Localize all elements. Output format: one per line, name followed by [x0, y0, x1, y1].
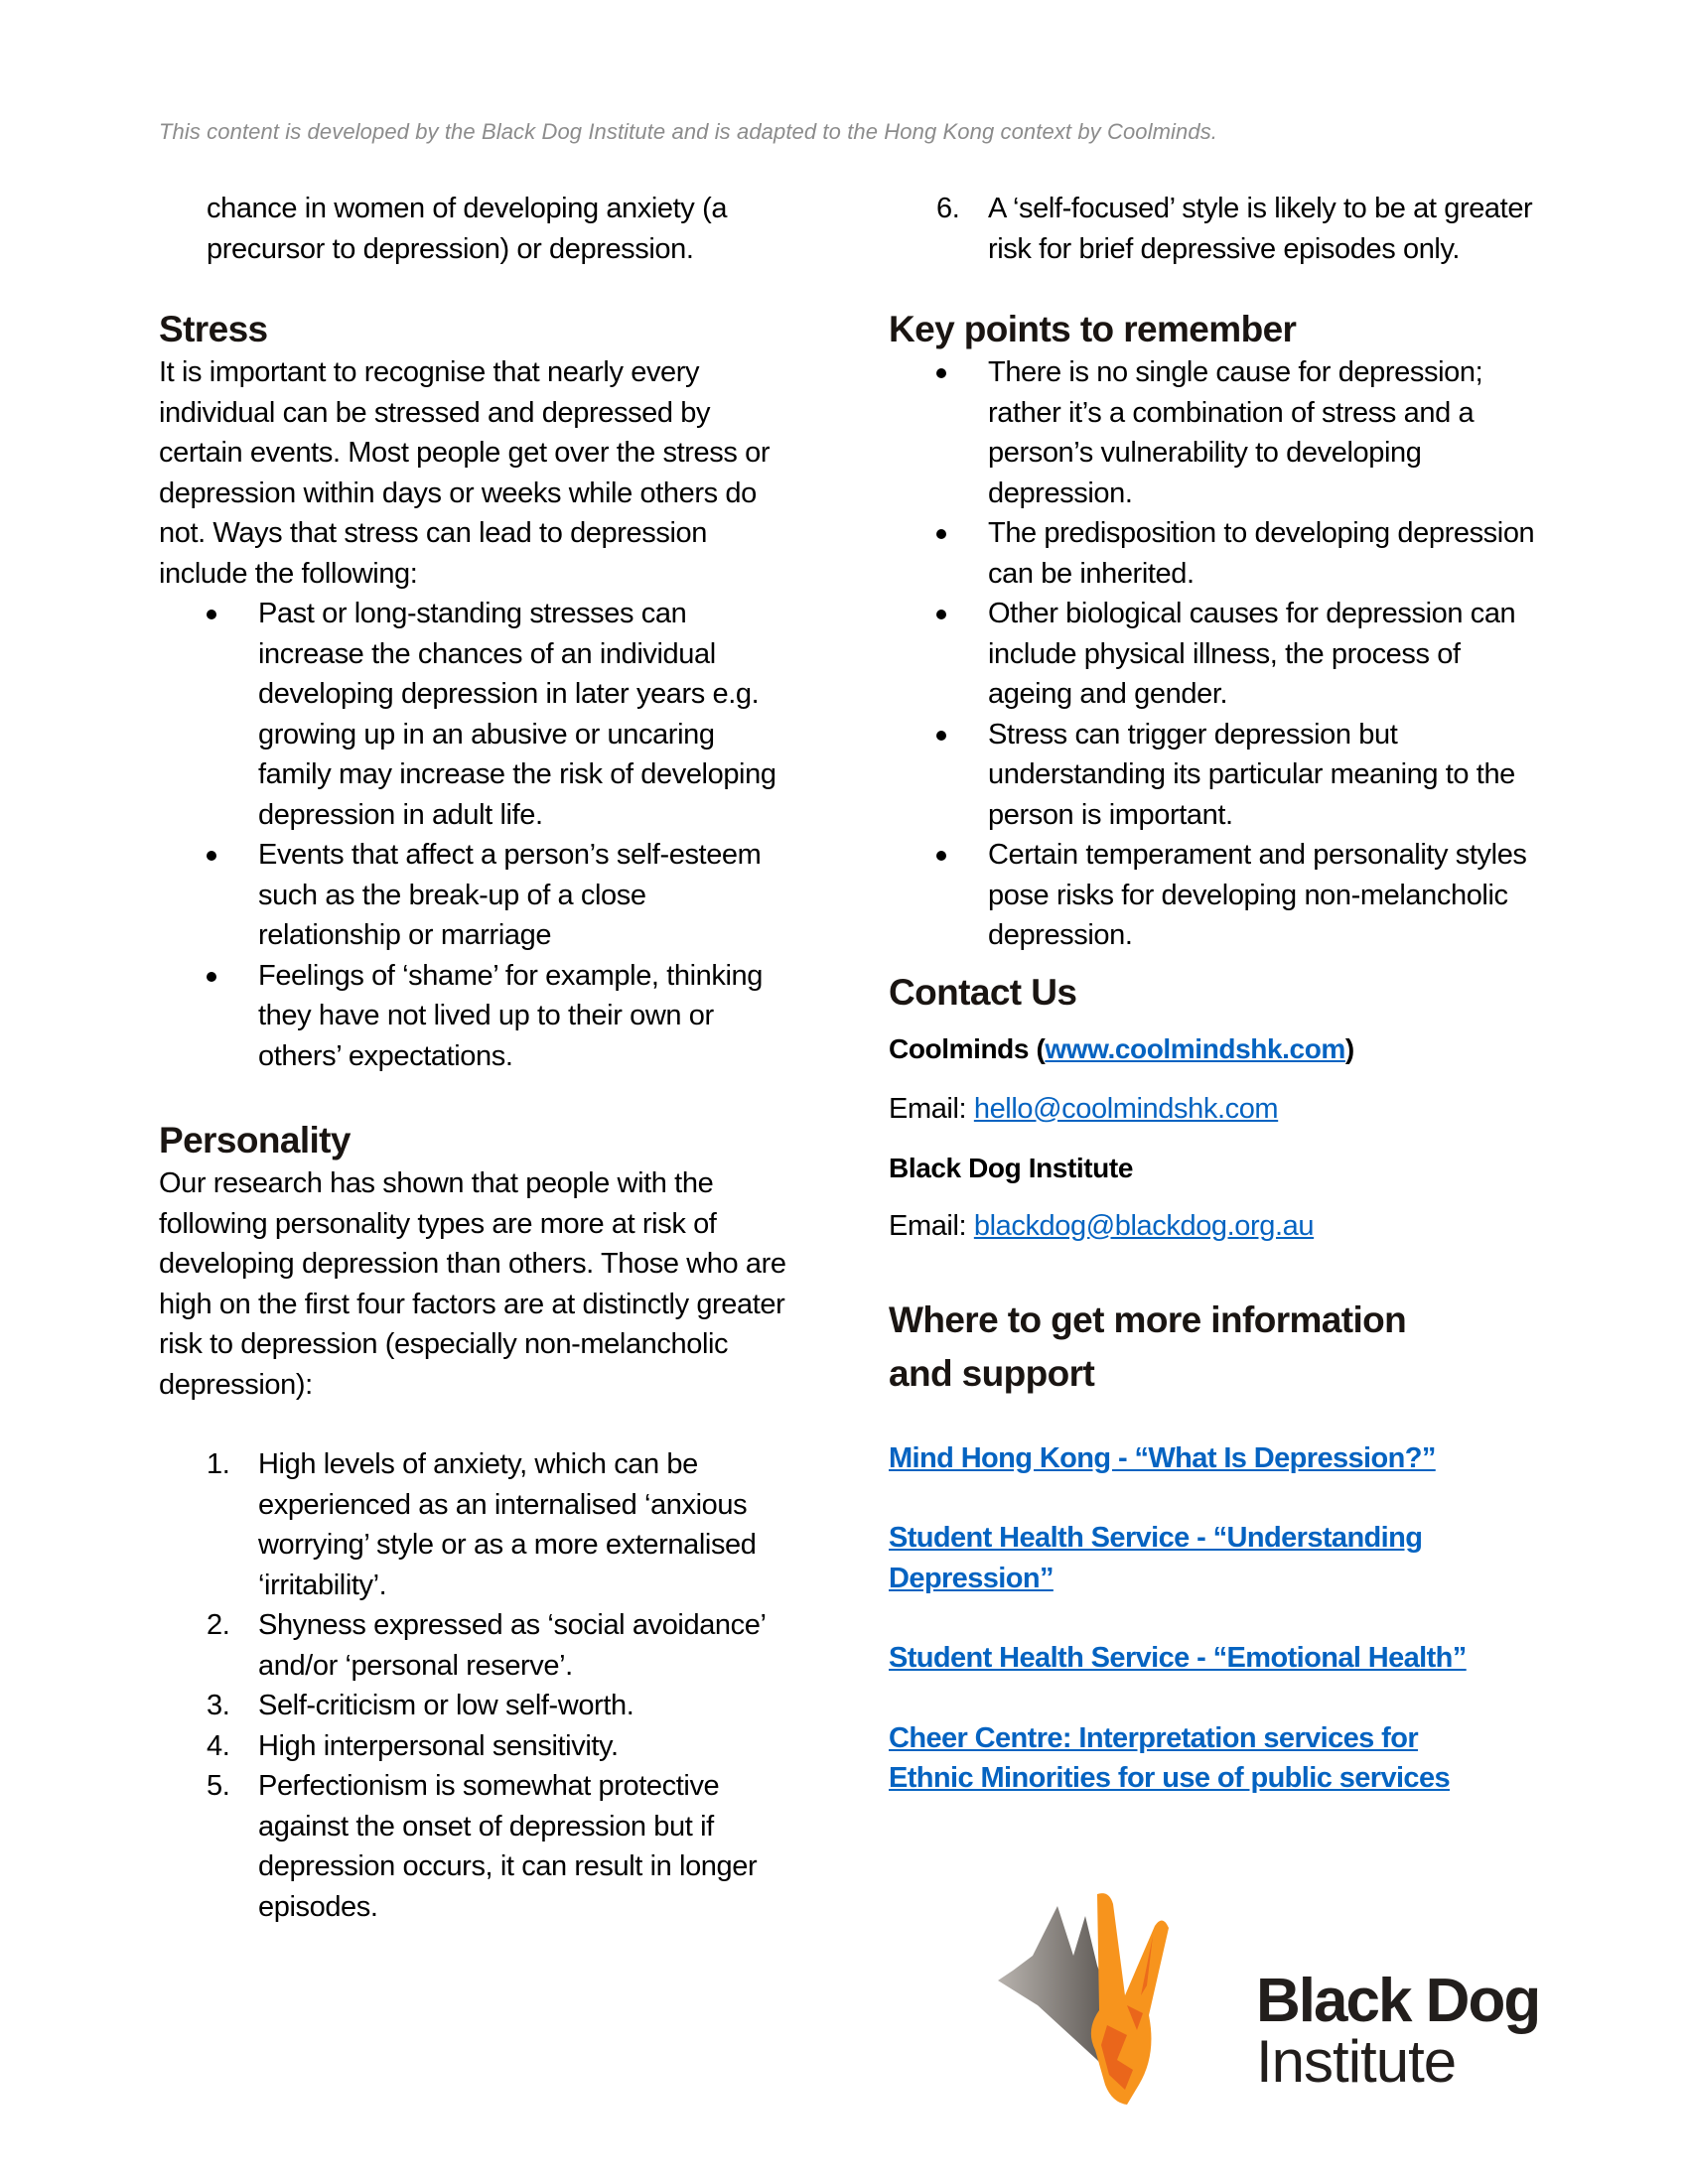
- personality-numbered-list-continued: [889, 189, 1544, 269]
- coolminds-line: Coolminds (www.coolmindshk.com): [889, 1032, 1354, 1064]
- list-item: 4. High interpersonal sensitivity.: [207, 1729, 619, 1762]
- personality-intro: Our research has shown that people with the following personality types are more at risk of developing depression than others. Those who are high on the first four factors are at distinctly greater risk to depression (especially non-melancholic depression):: [159, 1167, 786, 1401]
- list-item: 6. A ‘self-focused’ style is likely to be at greater risk for brief depressive episodes only.: [936, 193, 1533, 265]
- page-header-note: This content is developed by the Black Dog Institute and is adapted to the Hong Kong context by Coolminds.: [159, 119, 1218, 144]
- resources-heading: Where to get more information and support: [889, 1298, 1407, 1394]
- list-item: Certain temperament and personality styles pose risks for developing non-melancholic depression.: [889, 835, 1544, 956]
- resource-link-emotional-health[interactable]: Student Health Service - “Emotional Health”: [889, 1642, 1467, 1674]
- left-column: [159, 189, 794, 1927]
- right-column: [889, 189, 1544, 1799]
- list-item: 5. Perfectionism is somewhat protective against the onset of depression but if depression occurs, it can result in longer episodes.: [207, 1770, 758, 1923]
- logo-text-institute: Institute: [1256, 2028, 1457, 2095]
- list-item: Feelings of ‘shame’ for example, thinking they have not lived up to their own or others’ expectations.: [159, 956, 794, 1077]
- bdi-label: Black Dog Institute: [889, 1152, 1133, 1183]
- list-item: 3. Self-criticism or low self-worth.: [207, 1690, 634, 1721]
- list-item: The predisposition to developing depression can be inherited.: [889, 513, 1544, 594]
- bullet-icon: [936, 368, 946, 378]
- list-item: Stress can trigger depression but understanding its particular meaning to the person is important.: [889, 715, 1544, 836]
- bullet-icon: [936, 610, 946, 619]
- list-item: Events that affect a person’s self-esteem such as the break-up of a close relationship or marriage: [159, 835, 794, 956]
- bullet-icon: [936, 529, 946, 539]
- bdi-email-link[interactable]: blackdog@blackdog.org.au: [973, 1209, 1315, 1242]
- logo-text-black-dog: Black Dog: [1256, 1967, 1540, 2035]
- coolminds-email-link[interactable]: hello@coolmindshk.com: [973, 1092, 1279, 1125]
- bullet-icon: [207, 610, 216, 619]
- bullet-icon: [936, 731, 946, 741]
- bullet-icon: [936, 851, 946, 861]
- stress-intro: It is important to recognise that nearly every individual can be stressed and depressed by certain events. Most people get over the stress or depression within days or weeks while others do not. Ways that stress can lead to depression include the following:: [159, 356, 771, 590]
- resource-link-cheer-centre[interactable]: Cheer Centre: Interpretation services for Ethnic Minorities for use of public services: [889, 1721, 1451, 1794]
- bullet-icon: [207, 972, 216, 982]
- continuation-line-1: chance in women of developing anxiety (a: [207, 193, 728, 224]
- list-item: 1. High levels of anxiety, which can be experienced as an internalised ‘anxious worrying’ style or as a more externalised ‘irritability’.: [207, 1448, 757, 1601]
- list-item: Past or long-standing stresses can increase the chances of an individual developing depression in later years e.g. growing up in an abusive or uncaring family may increase the risk of developing depression in adult life.: [159, 594, 794, 835]
- bullet-icon: [207, 851, 216, 861]
- personality-numbered-list: [159, 1444, 794, 1927]
- bdi-email-line: Email: blackdog@blackdog.org.au: [889, 1209, 1315, 1242]
- dog-hand-logo-icon: [978, 1886, 1246, 2115]
- stress-bullet-list: [159, 594, 794, 1076]
- resource-link-mind-hk[interactable]: Mind Hong Kong - “What Is Depression?”: [889, 1441, 1436, 1474]
- continuation-line-2: precursor to depression) or depression.: [207, 232, 694, 265]
- coolminds-website-link[interactable]: www.coolmindshk.com: [1045, 1032, 1345, 1064]
- list-item: Other biological causes for depression can include physical illness, the process of ageing and gender.: [889, 594, 1544, 715]
- black-dog-institute-logo: [978, 1886, 1544, 2115]
- resource-link-understanding-depression[interactable]: Student Health Service - “Understanding Depression”: [889, 1522, 1423, 1594]
- personality-heading: Personality: [159, 1120, 351, 1160]
- list-item: 2. Shyness expressed as ‘social avoidance’ and/or ‘personal reserve’.: [207, 1609, 766, 1682]
- list-item: There is no single cause for depression; rather it’s a combination of stress and a person’s vulnerability to developing depression.: [889, 352, 1544, 513]
- key-points-list: [889, 352, 1544, 956]
- contact-heading: Contact Us: [889, 971, 1077, 1013]
- key-points-heading: Key points to remember: [889, 309, 1297, 349]
- stress-heading: Stress: [159, 309, 268, 349]
- coolminds-email-line: Email: hello@coolmindshk.com: [889, 1092, 1279, 1125]
